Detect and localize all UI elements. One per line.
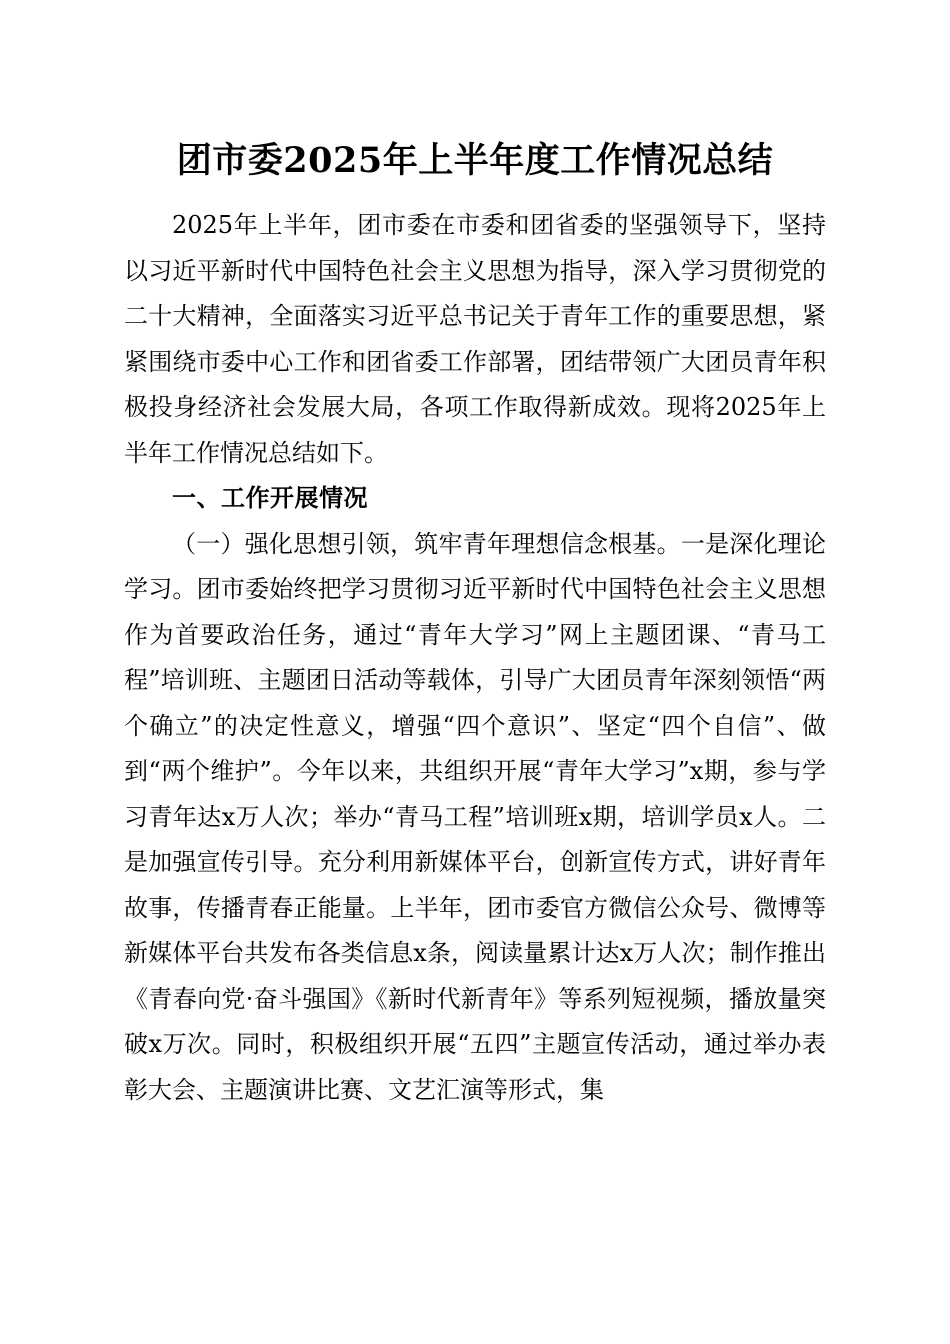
document-title: 团市委2025年上半年度工作情况总结 — [176, 140, 774, 181]
section-heading: 一、工作开展情况 — [172, 484, 368, 512]
document-body — [124, 203, 826, 1113]
section-paragraph: （一）强化思想引领，筑牢青年理想信念根基。一是深化理论学习。团市委始终把学习贯彻习近平新时代中国特色社会主义思想作为首要政治任务，通过“青年大学习”网上主题团课、“青马工程”培训班、主题团日活动等载体，引导广大团员青年深刻领悟“两个确立”的决定性意义，增强“四个意识”、坚定“四个自信”、做到“两个维护”。今年以来，共组织开展“青年大学习”x期，参与学习青年达x万人次；举办“青马工程”培训班x期，培训学员x人。二是加强宣传引导。充分利用新媒体平台，创新宣传方式，讲好青年故事，传播青春正能量。上半年，团市委官方微信公众号、微博等新媒体平台共发布各类信息x条，阅读量累计达x万人次；制作推出《青春向党·奋斗强国》《新时代新青年》等系列短视频，播放量突破x万次。同时，积极组织开展“五四”主题宣传活动，通过举办表彰大会、主题演讲比赛、文艺汇演等形式，集 — [124, 529, 826, 1104]
intro-paragraph: 2025年上半年，团市委在市委和团省委的坚强领导下，坚持以习近平新时代中国特色社会主义思想为指导，深入学习贯彻党的二十大精神，全面落实习近平总书记关于青年工作的重要思想，紧紧围绕市委中心工作和团省委工作部署，团结带领广大团员青年积极投身经济社会发展大局，各项工作取得新成效。现将2025年上半年工作情况总结如下。 — [124, 211, 826, 467]
